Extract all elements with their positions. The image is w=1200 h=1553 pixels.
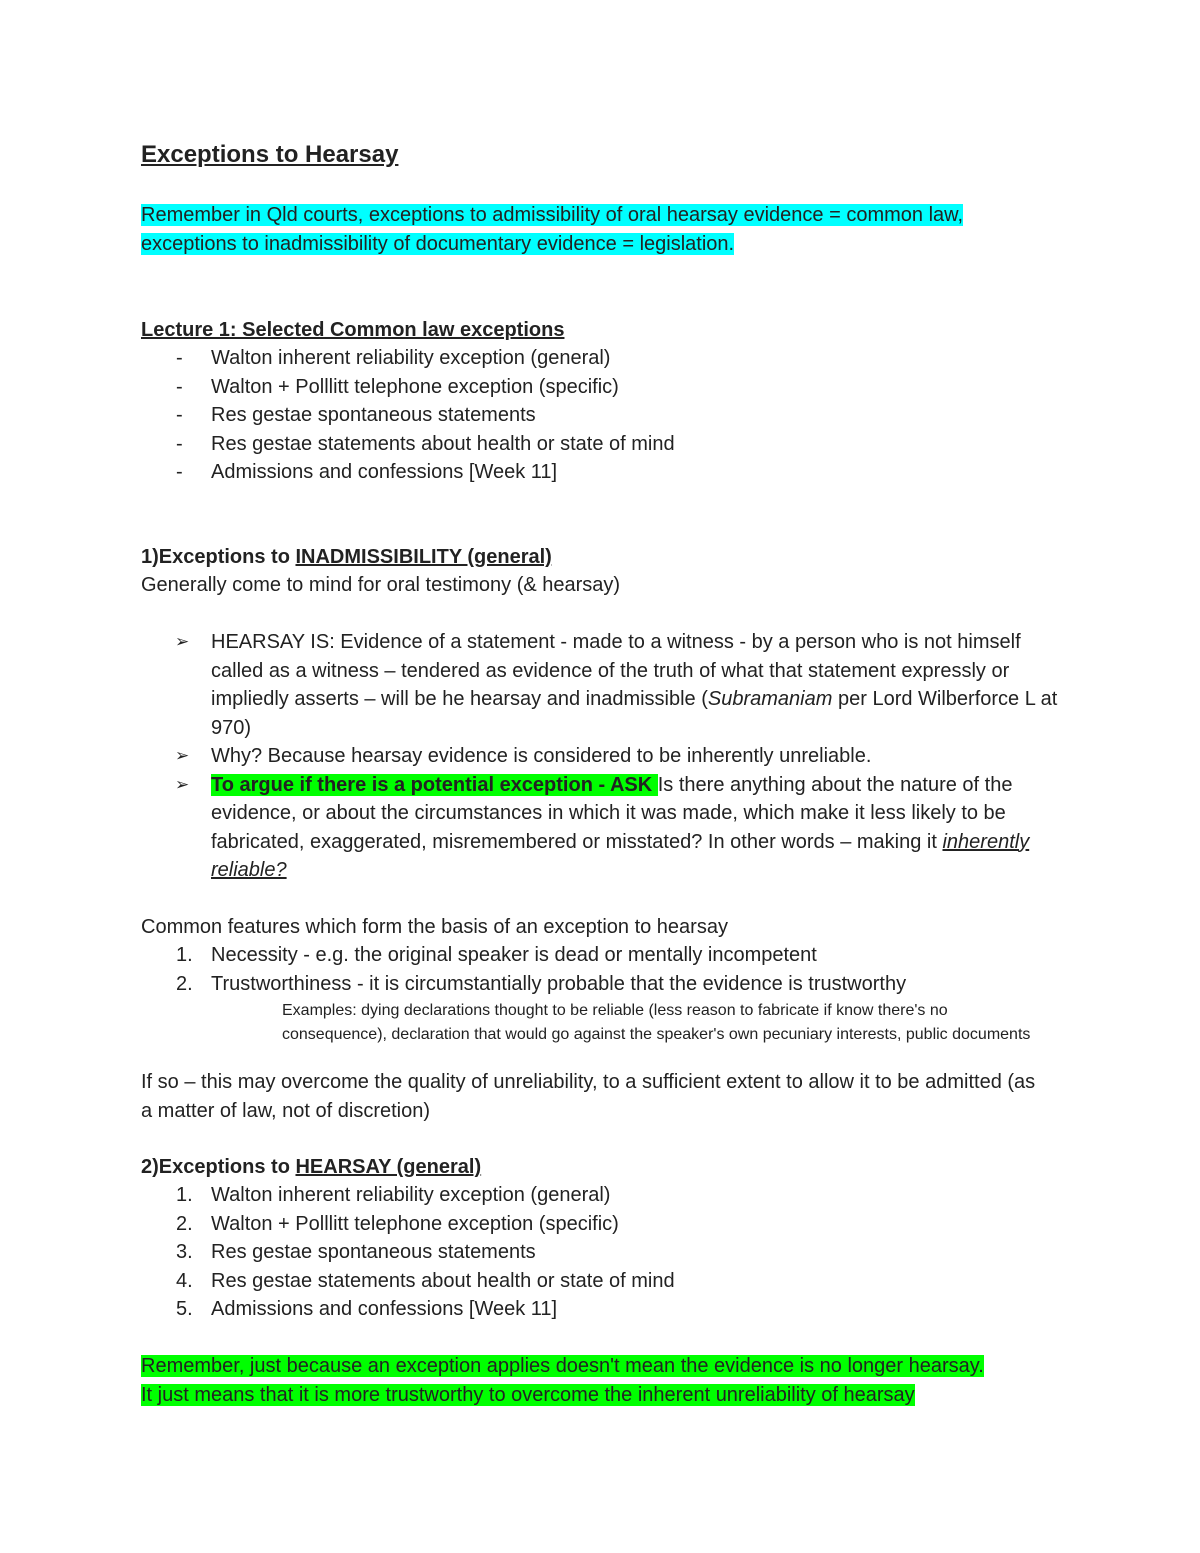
list-item — [141, 458, 1071, 487]
case-name: Subramaniam — [707, 688, 833, 710]
section1-bullets — [141, 628, 1071, 885]
bullet-text: HEARSAY IS: Evidence of a statement - made to a witness - by a person who is not himself called as a witness – tendered as evidence of the truth of what that statement expressly or impliedly asserts – will be he hearsay and inadmissible ( — [211, 631, 1021, 710]
section2-list — [141, 1181, 1071, 1324]
list-number: 3. — [176, 1241, 193, 1263]
section2-heading — [141, 1153, 481, 1182]
features-list — [141, 941, 1071, 998]
bullet-text: Why? Because hearsay evidence is considered to be inherently unreliable. — [211, 745, 872, 767]
remember-line-2 — [141, 1381, 915, 1410]
page-title: Exceptions to Hearsay — [141, 141, 399, 168]
highlight-text: To argue if there is a potential exception - ASK — [211, 773, 658, 796]
list-number: 1. — [176, 1184, 193, 1206]
list-item-text: Res gestae statements about health or state of mind — [211, 1269, 675, 1292]
remember-text-2: It just means that it is more trustworthy to overcome the inherent unreliability of hearsay — [141, 1384, 915, 1406]
dash-marker: - — [176, 375, 183, 398]
list-item-text: Admissions and confessions [Week 11] — [211, 1298, 558, 1320]
emphasis-text: inherently reliable? — [211, 830, 1030, 881]
intro-text-1: Remember in Qld courts, exceptions to admissibility of oral hearsay evidence = common law, — [141, 204, 964, 226]
list-item — [141, 970, 1071, 999]
dash-marker: - — [176, 432, 183, 455]
remember-line-1 — [141, 1352, 984, 1381]
list-item — [141, 373, 1071, 402]
list-item-text: Trustworthiness - it is circumstantially probable that the evidence is trustworthy — [211, 972, 907, 995]
list-number: 5. — [176, 1298, 193, 1320]
bullet-why — [141, 742, 1071, 771]
intro-line-2 — [141, 230, 734, 259]
list-number: 2. — [176, 972, 193, 995]
list-number: 1. — [176, 944, 193, 966]
list-item — [141, 941, 1071, 970]
if-so-paragraph: If so – this may overcome the quality of unreliability, to a sufficient extent to allow it to be admitted (as a matter of law, not of discretion) — [141, 1071, 1036, 1122]
section1-heading-underlined: INADMISSIBILITY (general) — [295, 546, 552, 568]
list-item-text: Walton inherent reliability exception (general) — [211, 1184, 611, 1206]
lecture1-list — [141, 344, 1071, 487]
list-item-text: Admissions and confessions [Week 11] — [211, 461, 558, 483]
list-item — [141, 1238, 1071, 1267]
remember-text-1: Remember, just because an exception applies doesn't mean the evidence is no longer hearsay. — [141, 1355, 984, 1377]
list-item — [141, 1295, 1071, 1324]
dash-marker: - — [176, 347, 183, 369]
list-item — [141, 1267, 1071, 1296]
examples-note: Examples: dying declarations thought to be reliable (less reason to fabricate if know there's no consequence), declaration that would go against the speaker's own pecuniary interests, public documents — [282, 1002, 1031, 1043]
list-item — [141, 1181, 1071, 1210]
arrow-bullet-icon: ➢ — [175, 632, 190, 651]
list-item — [141, 344, 1071, 373]
list-item-text: Res gestae spontaneous statements — [211, 1241, 536, 1263]
bullet-argue — [141, 771, 1071, 885]
list-item — [141, 430, 1071, 459]
section2-heading-prefix: 2)Exceptions to — [141, 1156, 296, 1178]
lecture1-heading: Lecture 1: Selected Common law exceptions — [141, 319, 565, 341]
section1-subtitle: Generally come to mind for oral testimony (& hearsay) — [141, 574, 621, 596]
list-item-text: Necessity - e.g. the original speaker is dead or mentally incompetent — [211, 944, 817, 966]
list-item — [141, 401, 1071, 430]
list-number: 4. — [176, 1269, 193, 1292]
bullet-hearsay-definition — [141, 628, 1071, 742]
bullet-text: per Lord Wilberforce L at 970) — [211, 688, 1058, 739]
bullet-text: Is there anything about the nature of the evidence, or about the circumstances in which it was made, which make it less likely to be fabricated, exaggerated, misremembered or misstated? In other words – making it — [211, 773, 1013, 853]
section1-heading — [141, 543, 552, 572]
dash-marker: - — [176, 461, 183, 483]
intro-text-2: exceptions to inadmissibility of documentary evidence = legislation. — [141, 233, 735, 255]
section1-heading-prefix: 1)Exceptions to — [141, 546, 296, 568]
arrow-bullet-icon: ➢ — [175, 774, 190, 794]
features-intro: Common features which form the basis of an exception to hearsay — [141, 916, 728, 938]
section2-heading-underlined: HEARSAY (general) — [295, 1156, 482, 1178]
list-item-text: Walton + Polllitt telephone exception (specific) — [211, 375, 619, 398]
list-number: 2. — [176, 1212, 193, 1235]
list-item — [141, 1210, 1071, 1239]
list-item-text: Walton inherent reliability exception (general) — [211, 347, 611, 369]
list-item-text: Res gestae statements about health or state of mind — [211, 432, 675, 455]
arrow-bullet-icon: ➢ — [175, 746, 190, 765]
list-item-text: Res gestae spontaneous statements — [211, 404, 536, 426]
intro-line-1 — [141, 201, 963, 230]
list-item-text: Walton + Polllitt telephone exception (specific) — [211, 1212, 619, 1235]
dash-marker: - — [176, 404, 183, 426]
